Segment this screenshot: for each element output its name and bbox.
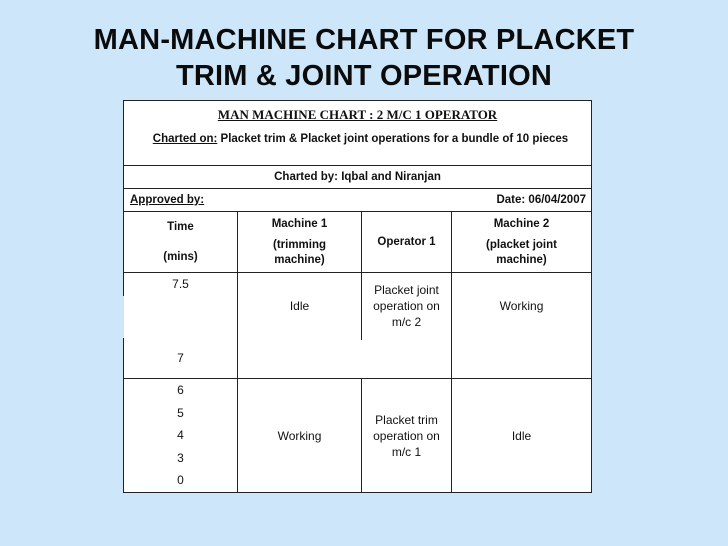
machine2-state: Idle bbox=[511, 428, 532, 443]
time-scale bbox=[124, 381, 237, 491]
charted-on-label: Charted on: bbox=[152, 133, 218, 145]
machine1-header-desc: (trimming machine) bbox=[272, 238, 327, 266]
operator-task: Placket joint operation on m/c 2 bbox=[373, 282, 440, 329]
time-header-label: Time bbox=[167, 221, 194, 233]
time-value: 5 bbox=[177, 405, 184, 420]
column-header-machine1 bbox=[238, 212, 361, 272]
time-header-unit: (mins) bbox=[163, 251, 198, 263]
charted-on-value: Placket trim & Placket joint operations for a bundle of 10 pieces bbox=[220, 133, 569, 145]
time-value: 4 bbox=[177, 428, 184, 442]
column-header-time bbox=[124, 212, 237, 272]
column-header-operator: Operator 1 bbox=[377, 236, 436, 248]
machine2-header-desc: (placket joint machine) bbox=[486, 238, 557, 266]
machine1-state: Working bbox=[277, 428, 322, 443]
machine1-header-label: Machine 1 bbox=[271, 217, 328, 230]
time-value: 3 bbox=[177, 450, 184, 465]
charted-by: Charted by: Iqbal and Niranjan bbox=[274, 171, 441, 183]
time-value: 7.5 bbox=[172, 277, 189, 291]
date: Date: 06/04/2007 bbox=[496, 194, 586, 206]
man-machine-chart bbox=[123, 100, 592, 493]
time-value: 0 bbox=[177, 473, 184, 487]
time-value: 7 bbox=[177, 351, 184, 365]
charted-on-line bbox=[138, 131, 583, 165]
machine2-header-label: Machine 2 bbox=[493, 217, 550, 230]
machine2-state: Working bbox=[499, 298, 544, 313]
machine1-state: Idle bbox=[289, 298, 310, 313]
operator-task: Placket trim operation on m/c 1 bbox=[373, 412, 440, 459]
chart-heading: MAN MACHINE CHART : 2 M/C 1 OPERATOR bbox=[217, 107, 498, 122]
slide-title-line1: MAN-MACHINE CHART FOR PLACKET bbox=[93, 24, 635, 56]
slide-title bbox=[0, 22, 728, 94]
column-header-machine2 bbox=[452, 212, 591, 272]
approved-by-label: Approved by: bbox=[130, 194, 205, 206]
time-value: 6 bbox=[177, 383, 184, 397]
slide-title-line2: TRIM & JOINT OPERATION bbox=[175, 60, 553, 92]
border-gap bbox=[122, 296, 124, 338]
